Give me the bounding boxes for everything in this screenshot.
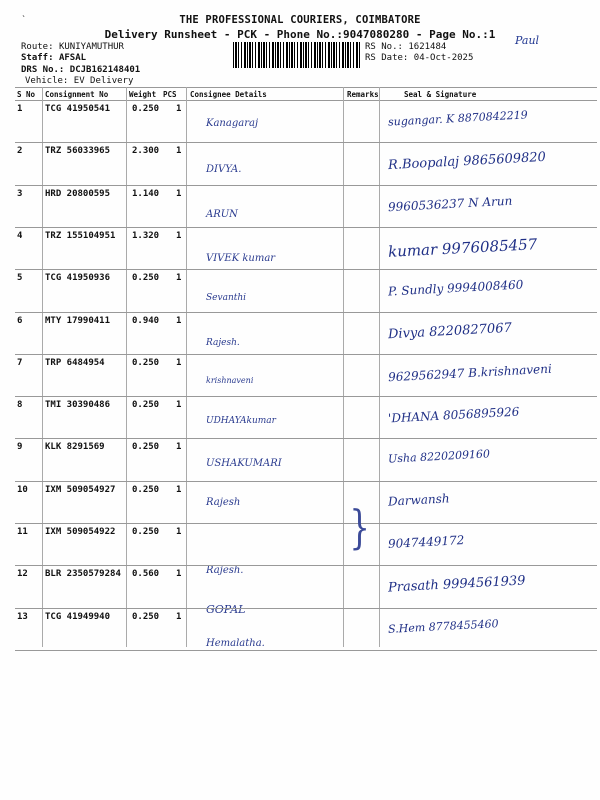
row-consignment-no: IXM 509054927 bbox=[45, 484, 116, 495]
row-divider bbox=[15, 227, 597, 228]
row-weight: 0.940 bbox=[132, 315, 160, 326]
row-pcs: 1 bbox=[176, 400, 182, 411]
row-consignee-handwritten: VIVEK kumar bbox=[206, 252, 276, 264]
row-weight: 0.250 bbox=[132, 484, 160, 495]
row-consignment-no: IXM 509054922 bbox=[45, 527, 116, 537]
row-consignment-no: TCG 41949940 bbox=[45, 611, 111, 622]
row-divider bbox=[15, 185, 597, 186]
row-divider bbox=[15, 354, 597, 355]
row-signature-handwritten: R.Boopalaj 9865609820 bbox=[387, 150, 547, 174]
row-sno: 7 bbox=[17, 357, 23, 368]
row-consignment-no: MTY 17990411 bbox=[45, 315, 111, 326]
row-signature-handwritten: Prasath 9994561939 bbox=[387, 573, 526, 596]
row-divider bbox=[15, 396, 597, 397]
row-signature-handwritten: 'DHANA 8056895926 bbox=[387, 404, 520, 426]
staff-label: Staff: bbox=[21, 53, 54, 63]
row-pcs: 1 bbox=[176, 569, 182, 580]
row-weight: 0.250 bbox=[132, 611, 160, 622]
row-pcs: 1 bbox=[176, 230, 182, 241]
row-consignee-handwritten: Rajesh. bbox=[206, 337, 240, 348]
vehicle-value: EV Delivery bbox=[73, 76, 134, 86]
row-consignee-handwritten: Rajesh. bbox=[206, 565, 244, 576]
row-consignment-no: TRP 6484954 bbox=[45, 357, 105, 368]
vehicle-line bbox=[25, 76, 133, 86]
row-sno: 6 bbox=[17, 315, 23, 326]
staff-value: AFSAL bbox=[58, 53, 87, 63]
row-consignee-handwritten: Kanagaraj bbox=[206, 118, 259, 129]
row-sno: 2 bbox=[17, 146, 23, 157]
row-divider bbox=[15, 565, 597, 566]
row-signature-handwritten: Divya 8220827067 bbox=[387, 320, 513, 342]
drs-value: DCJB162148401 bbox=[69, 65, 141, 75]
row-pcs: 1 bbox=[176, 357, 182, 368]
row-weight: 0.250 bbox=[132, 442, 160, 453]
row-consignment-no: TRZ 155104951 bbox=[45, 230, 116, 241]
row-weight: 0.250 bbox=[132, 527, 160, 537]
col-header-pcs: PCS bbox=[163, 90, 177, 99]
company-title: THE PROFESSIONAL COURIERS, COIMBATORE bbox=[179, 14, 421, 26]
rs-no-label: RS No.: bbox=[365, 42, 403, 52]
handwritten-initial: Paul bbox=[515, 34, 540, 47]
row-pcs: 1 bbox=[176, 146, 182, 157]
drs-label: DRS No.: bbox=[21, 65, 65, 75]
row-weight: 1.320 bbox=[132, 230, 160, 241]
remarks-brace: } bbox=[349, 500, 370, 554]
row-signature-handwritten: Darwansh bbox=[387, 491, 450, 509]
row-sno: 11 bbox=[17, 527, 28, 537]
col-divider bbox=[379, 87, 380, 647]
rs-date-value: 04-Oct-2025 bbox=[413, 53, 474, 63]
row-weight: 0.250 bbox=[132, 357, 160, 368]
row-sno: 13 bbox=[17, 611, 28, 622]
row-weight: 0.250 bbox=[132, 104, 160, 114]
row-sno: 5 bbox=[17, 273, 23, 284]
route-label: Route: bbox=[21, 42, 54, 52]
row-sno: 8 bbox=[17, 400, 23, 411]
row-consignment-no: TCG 41950936 bbox=[45, 273, 111, 284]
row-sno: 4 bbox=[17, 230, 23, 241]
row-sno: 10 bbox=[17, 484, 28, 495]
rs-date-line bbox=[365, 53, 473, 63]
row-pcs: 1 bbox=[176, 527, 182, 537]
col-header-consignee: Consignee Details bbox=[190, 90, 267, 99]
corner-mark: ˋ bbox=[21, 15, 28, 26]
row-sno: 9 bbox=[17, 442, 23, 453]
row-pcs: 1 bbox=[176, 273, 182, 284]
row-consignee-handwritten: Rajesh bbox=[206, 496, 241, 508]
row-divider bbox=[15, 438, 597, 439]
row-signature-handwritten: 9047449172 bbox=[387, 533, 465, 551]
runsheet-subtitle: Delivery Runsheet - PCK - Phone No.:9047080280 - Page No.:1 bbox=[104, 28, 496, 41]
drs-line bbox=[21, 65, 140, 75]
row-pcs: 1 bbox=[176, 484, 182, 495]
row-consignment-no: KLK 8291569 bbox=[45, 442, 105, 453]
row-pcs: 1 bbox=[176, 188, 182, 199]
row-signature-handwritten: Usha 8220209160 bbox=[387, 447, 491, 467]
row-pcs: 1 bbox=[176, 442, 182, 453]
header-bottom-rule bbox=[15, 100, 597, 101]
row-consignee-handwritten: USHAKUMARI bbox=[206, 458, 282, 470]
row-weight: 1.140 bbox=[132, 188, 160, 199]
col-header-seal: Seal & Signature bbox=[404, 90, 477, 99]
row-divider bbox=[15, 142, 597, 143]
col-divider bbox=[126, 87, 127, 647]
header-top-rule bbox=[15, 87, 597, 88]
col-header-weight: Weight bbox=[129, 90, 157, 99]
row-consignee-handwritten: Sevanthi bbox=[206, 293, 247, 304]
row-pcs: 1 bbox=[176, 611, 182, 622]
route-line bbox=[21, 42, 124, 52]
row-divider bbox=[15, 312, 597, 313]
row-weight: 0.560 bbox=[132, 569, 160, 580]
row-signature-handwritten: sugangar. K 8870842219 bbox=[387, 108, 529, 129]
col-divider bbox=[343, 87, 344, 647]
row-consignee-handwritten: Hemalatha. bbox=[206, 637, 265, 649]
row-divider bbox=[15, 608, 597, 609]
row-signature-handwritten: kumar 9976085457 bbox=[387, 234, 538, 261]
row-divider bbox=[15, 481, 597, 482]
row-consignment-no: TRZ 56033965 bbox=[45, 146, 111, 157]
row-sno: 12 bbox=[17, 569, 28, 580]
row-divider bbox=[15, 650, 597, 651]
row-sno: 3 bbox=[17, 188, 23, 199]
row-signature-handwritten: 9960536237 N Arun bbox=[387, 193, 513, 214]
row-consignee-handwritten: DIVYA. bbox=[206, 164, 242, 176]
row-consignee-handwritten: krishnaveni bbox=[206, 375, 254, 385]
row-signature-handwritten: S.Hem 8778455460 bbox=[387, 616, 499, 636]
col-header-sno: S No bbox=[17, 90, 36, 99]
col-divider bbox=[42, 87, 43, 647]
rs-no-line bbox=[365, 42, 446, 52]
rs-no-value: 1621484 bbox=[408, 42, 447, 52]
row-pcs: 1 bbox=[176, 104, 182, 114]
rs-date-label: RS Date: bbox=[365, 53, 409, 63]
row-weight: 2.300 bbox=[132, 146, 160, 157]
row-signature-handwritten: 9629562947 B.krishnaveni bbox=[387, 361, 553, 385]
row-consignee-handwritten: GOPAL bbox=[206, 603, 246, 617]
col-divider bbox=[186, 87, 187, 647]
row-weight: 0.250 bbox=[132, 273, 160, 284]
vehicle-label: Vehicle: bbox=[25, 76, 69, 86]
col-header-consignment: Consignment No bbox=[45, 90, 109, 99]
row-consignment-no: TMI 30390486 bbox=[45, 400, 111, 411]
row-consignment-no: BLR 2350579284 bbox=[45, 569, 121, 580]
row-signature-handwritten: P. Sundly 9994008460 bbox=[387, 277, 524, 299]
row-sno: 1 bbox=[17, 104, 23, 114]
route-value: KUNIYAMUTHUR bbox=[58, 42, 124, 52]
row-consignment-no: TCG 41950541 bbox=[45, 104, 111, 114]
row-weight: 0.250 bbox=[132, 400, 160, 411]
row-consignee-handwritten: ARUN bbox=[206, 208, 238, 220]
col-header-remarks: Remarks bbox=[347, 90, 379, 99]
barcode bbox=[233, 42, 361, 68]
row-divider bbox=[15, 523, 597, 524]
row-divider bbox=[15, 269, 597, 270]
row-consignment-no: HRD 20800595 bbox=[45, 188, 111, 199]
row-consignee-handwritten: UDHAYAkumar bbox=[206, 416, 276, 427]
staff-line bbox=[21, 53, 86, 63]
row-pcs: 1 bbox=[176, 315, 182, 326]
